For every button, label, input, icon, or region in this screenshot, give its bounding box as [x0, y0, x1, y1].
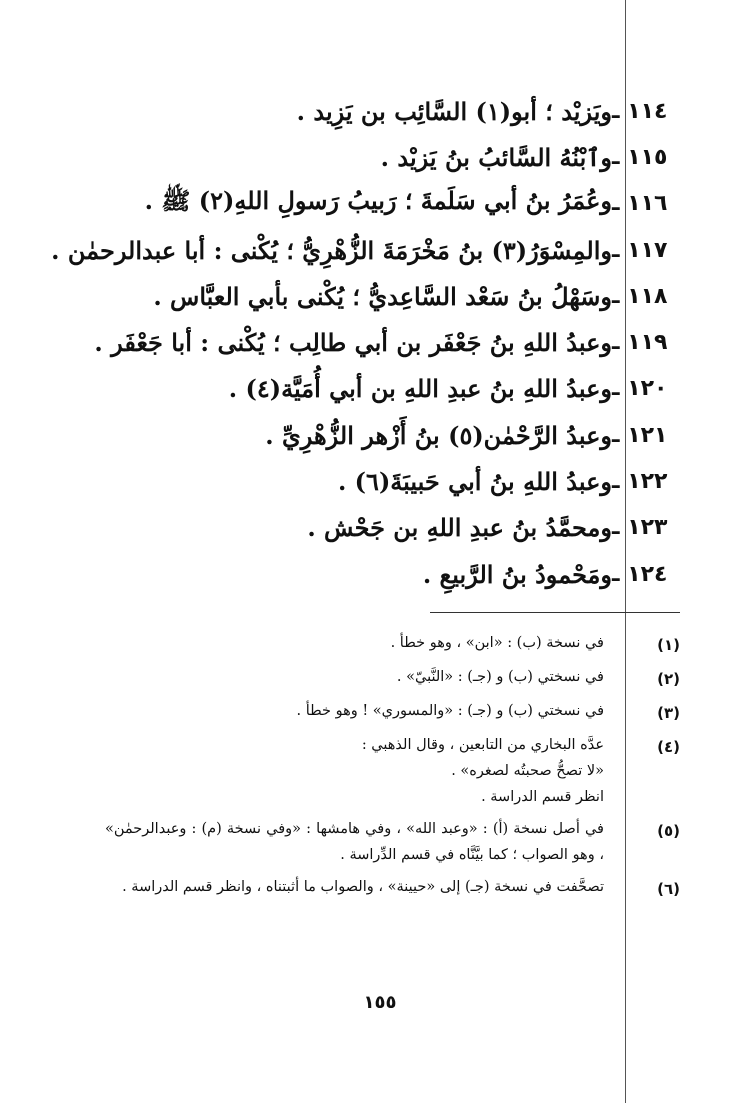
footnote: [105, 664, 680, 692]
entry-number: ١١٤ ـ: [612, 98, 668, 124]
footnote-number: (٥): [657, 822, 680, 840]
footnote-number: (٤): [657, 738, 680, 756]
entry-text: ومَحْمودُ بنُ الرَّبيعِ .: [422, 559, 612, 589]
entry-number: ١٢١ ـ: [612, 422, 668, 448]
footnote-number: (٣): [657, 704, 680, 722]
entry-text: وسَهْلُ بنُ سَعْد السَّاعِديُّ ؛ يُكْنى بأبي العبَّاس .: [153, 281, 612, 311]
entry-number: ١٢٤ ـ: [612, 561, 668, 587]
footnote: [105, 698, 680, 726]
list-item: [150, 134, 680, 180]
list-item: [94, 319, 680, 365]
entry-text: ويَزيْد ؛ أبو(١) السَّائِب بن يَزِيد .: [296, 96, 612, 126]
footnote-text: في نسخة (ب) : «ابن» ، وهو خطأ .: [390, 635, 604, 651]
footnote: [105, 874, 680, 902]
footnote: [105, 630, 680, 658]
entry-text: ومحمَّدُ بنُ عبدِ اللهِ بن جَحْش .: [307, 513, 612, 543]
entry-number: ١٢٣ ـ: [612, 515, 668, 541]
footnote-text: انظر قسم الدراسة .: [481, 789, 604, 805]
entry-number: ١١٨ ـ: [612, 283, 668, 309]
entry-number: ١٢٢ ـ: [612, 469, 668, 495]
footnote-text: في نسختي (ب) و (جـ) : «والمسوري» ! وهو خطأ .: [296, 703, 604, 719]
entry-text: وعبدُ الرَّحْمٰن(٥) بنُ أَزْهر الزُّهْرِيِّ .: [265, 420, 612, 450]
list-item: [150, 366, 680, 412]
footnote-number: (١): [657, 636, 680, 654]
entry-number: ١٢٠ ـ: [612, 376, 668, 402]
entry-number: ١١٩ ـ: [612, 330, 668, 356]
footnotes: [105, 630, 680, 908]
list-item: [150, 273, 680, 319]
list-item: [150, 88, 680, 134]
list-item: [150, 458, 680, 504]
footnote-number: (٢): [657, 670, 680, 688]
entry-text: وعبدُ اللهِ بنُ عبدِ اللهِ بن أبي أُمَيَّة(٤) .: [228, 374, 612, 404]
narrator-list: [51, 88, 680, 597]
list-item: [144, 181, 680, 227]
list-item: [51, 227, 680, 273]
footnote-text: عدَّه البخاري من التابعين ، وقال الذهبي :: [361, 737, 604, 753]
page-number: ١٥٥: [363, 992, 397, 1013]
entry-text: وعُمَرُ بنُ أبي سَلَمةَ ؛ رَبيبُ رَسولِ اللهِ(٢) ﷺ .: [144, 186, 612, 216]
footnote-text: تصحَّفت في نسخة (جـ) إلى «حيينة» ، والصواب ما أثبتناه ، وانظر قسم الدراسة .: [122, 879, 604, 895]
entry-text: وعبدُ اللهِ بنُ جَعْفَر بن أبي طالِب ؛ يُكْنى : أبا جَعْفَر .: [94, 328, 612, 358]
footnote-number: (٦): [657, 880, 680, 898]
footnote: [105, 816, 680, 868]
footnote-text: في أصل نسخة (أ) : «وعبد الله» ، وفي هامشها : «وفي نسخة (م) : وعبدالرحمٰن» ، وهو الصواب ؛ كما بيَّنَّاه في قسم الدِّراسة .: [105, 821, 604, 863]
footnote: [105, 732, 680, 810]
entry-text: وعبدُ اللهِ بنُ أبي حَبيبَةَ(٦) .: [337, 467, 612, 497]
entry-number: ١١٦ ـ: [612, 191, 668, 217]
entry-number: ١١٥ ـ: [612, 144, 668, 170]
footnote-separator: [430, 612, 680, 613]
entry-number: ١١٧ ـ: [612, 237, 668, 263]
list-item: [150, 412, 680, 458]
list-item: [150, 551, 680, 597]
list-item: [150, 505, 680, 551]
entry-text: والمِسْوَرُ(٣) بنُ مَخْرَمَةَ الزُّهْرِيُّ ؛ يُكْنى : أبا عبدالرحمٰن .: [51, 235, 612, 265]
footnote-text: في نسختي (ب) و (جـ) : «النَّبيّ» .: [396, 669, 604, 685]
footnote-text: «لا تصحُّ صحبتُه لصغره» .: [451, 763, 604, 779]
entry-text: وٱبْنُهُ السَّائبُ بنُ يَزيْد .: [380, 142, 612, 172]
